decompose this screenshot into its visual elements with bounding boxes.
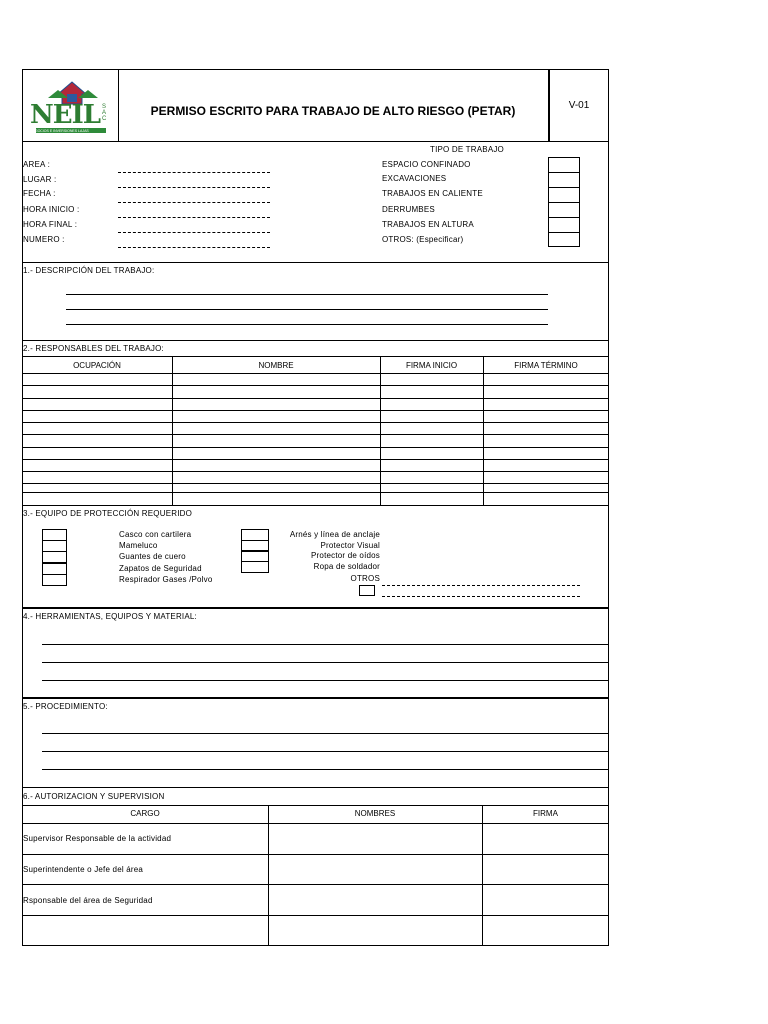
otros-epp-checkbox[interactable]: [359, 585, 375, 596]
section-6-title: 6.- AUTORIZACION Y SUPERVISION: [23, 792, 165, 801]
tipo-checkbox-excavaciones[interactable]: [548, 172, 580, 188]
tipo-trabajos-caliente: TRABAJOS EN CALIENTE: [382, 189, 483, 198]
s2-col-ocupacion: OCUPACIÓN: [73, 361, 121, 370]
epp-label: Protector Visual: [320, 541, 380, 550]
tipo-checkbox-altura[interactable]: [548, 217, 580, 233]
s2-col-firma-inicio: FIRMA INICIO: [405, 361, 458, 370]
field-area-input[interactable]: [118, 172, 270, 173]
epp-label: Zapatos de Seguridad: [119, 564, 202, 573]
field-hora-final-input[interactable]: [118, 232, 270, 233]
s5-line-3[interactable]: [42, 769, 609, 770]
tipo-checkbox-caliente[interactable]: [548, 187, 580, 203]
s1-line-3[interactable]: [66, 324, 548, 325]
epp-label: Casco con cartilera: [119, 530, 192, 539]
table-row-line: [22, 447, 609, 448]
company-logo: NEIL SAC NEGOCIOS E INVERSIONES LAJAS: [28, 76, 114, 138]
field-area-label: AREA :: [23, 160, 50, 169]
s6-col-cargo: CARGO: [130, 809, 160, 818]
s1-line-2[interactable]: [66, 309, 548, 310]
otros-epp-line-2[interactable]: [382, 596, 580, 597]
s5-line-1[interactable]: [42, 733, 609, 734]
table-row-line: [22, 459, 609, 460]
s4-line-1[interactable]: [42, 644, 609, 645]
tipo-checkbox-derrumbes[interactable]: [548, 202, 580, 218]
epp-label: Arnés y línea de anclaje: [289, 530, 380, 539]
section-5-title: 5.- PROCEDIMIENTO:: [23, 702, 108, 711]
otros-epp-line-1[interactable]: [382, 585, 580, 586]
tipo-otros: OTROS: (Especificar): [382, 235, 464, 244]
s2-col-firma-termino: FIRMA TÉRMINO: [514, 361, 578, 370]
epp-label: Respirador Gases /Polvo: [119, 575, 213, 584]
epp-label: Protector de oídos: [311, 551, 380, 560]
table-row-line: [22, 410, 609, 411]
s1-line-1[interactable]: [66, 294, 548, 295]
table-row-line: [22, 373, 609, 374]
field-numero-input[interactable]: [118, 247, 270, 248]
table-row-line: [22, 422, 609, 423]
tipo-derrumbes: DERRUMBES: [382, 205, 435, 214]
tipo-checkbox-otros[interactable]: [548, 232, 580, 247]
s6-col-nombres: NOMBRES: [354, 809, 396, 818]
epp-checkbox[interactable]: [42, 574, 67, 586]
tipo-espacio-confinado: ESPACIO CONFINADO: [382, 160, 471, 169]
epp-checkbox[interactable]: [42, 551, 67, 563]
field-hora-final-label: HORA FINAL :: [23, 220, 78, 229]
field-lugar-label: LUGAR :: [23, 175, 57, 184]
s6-row-superintendente: Superintendente o Jefe del área: [23, 865, 144, 874]
tipo-trabajos-altura: TRABAJOS EN ALTURA: [382, 220, 474, 229]
epp-checkbox[interactable]: [241, 561, 269, 573]
field-hora-inicio-label: HORA INICIO :: [23, 205, 80, 214]
form-version: V-01: [568, 100, 590, 111]
section-4-title: 4.- HERRAMIENTAS, EQUIPOS Y MATERIAL:: [23, 612, 197, 621]
section-3-title: 3.- EQUIPO DE PROTECCIÓN REQUERIDO: [23, 509, 193, 518]
table-row-line: [22, 398, 609, 399]
field-numero-label: NUMERO :: [23, 235, 65, 244]
table-row-line: [22, 492, 609, 493]
epp-label: OTROS: [350, 574, 380, 583]
tipo-trabajo-title: TIPO DE TRABAJO: [430, 145, 504, 154]
field-fecha-label: FECHA :: [23, 189, 56, 198]
tipo-excavaciones: EXCAVACIONES: [382, 174, 447, 183]
section-1-title: 1.- DESCRIPCIÓN DEL TRABAJO:: [23, 266, 155, 275]
s4-line-2[interactable]: [42, 662, 609, 663]
table-col-line: [172, 356, 173, 505]
tipo-checkbox-espacio[interactable]: [548, 157, 580, 173]
s6-row-seguridad: Rsponsable del área de Seguridad: [23, 896, 153, 905]
field-fecha-input[interactable]: [118, 202, 270, 203]
table-col-line: [483, 356, 484, 505]
s4-line-3[interactable]: [42, 680, 609, 681]
table-col-line: [380, 356, 381, 505]
epp-label: Mameluco: [119, 541, 158, 550]
s6-row-supervisor: Supervisor Responsable de la actividad: [23, 834, 172, 843]
s6-col-firma: FIRMA: [533, 809, 558, 818]
table-row-line: [22, 471, 609, 472]
s5-line-2[interactable]: [42, 751, 609, 752]
field-lugar-input[interactable]: [118, 187, 270, 188]
table-row-line: [22, 483, 609, 484]
table-row-line: [22, 385, 609, 386]
s2-col-nombre: NOMBRE: [258, 361, 294, 370]
epp-label: Guantes de cuero: [119, 552, 186, 561]
epp-label: Ropa de soldador: [313, 562, 380, 571]
field-hora-inicio-input[interactable]: [118, 217, 270, 218]
table-row-line: [22, 434, 609, 435]
section-2-title: 2.- RESPONSABLES DEL TRABAJO:: [23, 344, 164, 353]
form-title: PERMISO ESCRITO PARA TRABAJO DE ALTO RIESGO (PETAR): [150, 104, 516, 118]
